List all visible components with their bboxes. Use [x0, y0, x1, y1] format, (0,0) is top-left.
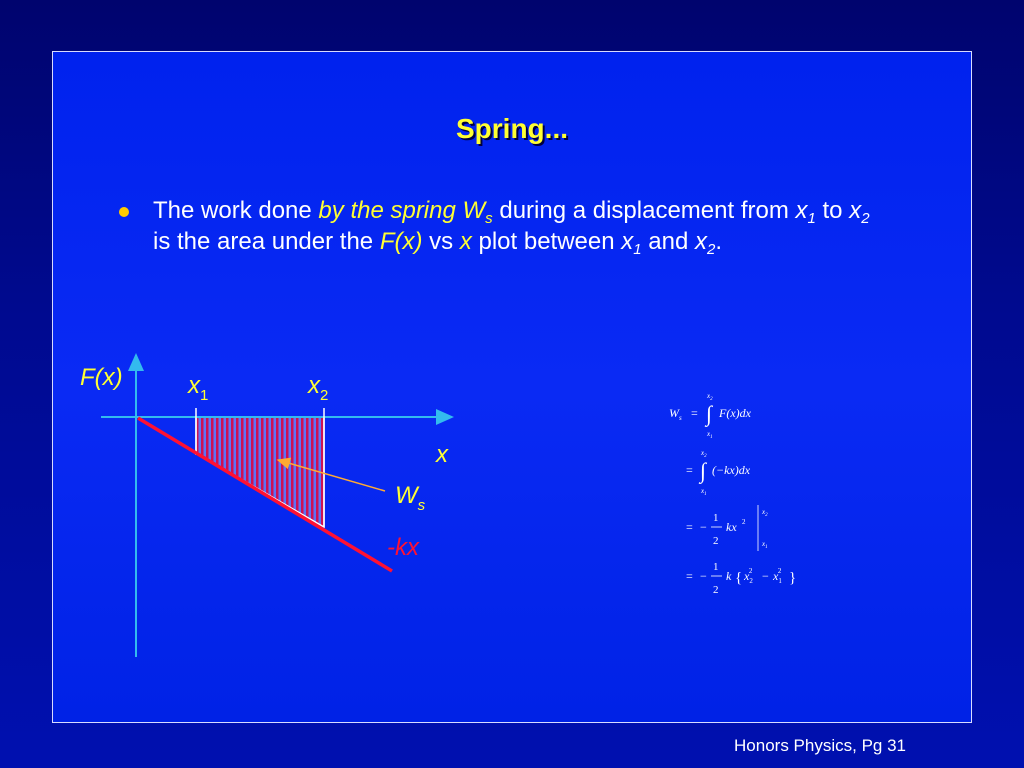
svg-text:x1: $x_1$: [701, 487, 707, 497]
svg-text:=: =: [686, 520, 693, 534]
x2-symbol: $x_2$: [849, 197, 870, 227]
y-axis-label: F(x): [80, 364, 123, 391]
svg-text:x1: $x_1$: [707, 430, 713, 440]
svg-text:2: 2: [742, 518, 746, 526]
svg-text:−: −: [700, 520, 707, 534]
x1-symbol: $x_1$: [795, 197, 816, 227]
text-part: .: [715, 228, 723, 255]
svg-text:k: k: [726, 569, 732, 583]
x1-label: $x_1$: [188, 372, 209, 404]
svg-text:x12: $x_12$: [773, 567, 782, 585]
svg-text:=: =: [686, 569, 693, 583]
svg-text:−: −: [700, 569, 707, 583]
svg-text:x2: $x_2$: [707, 392, 713, 402]
svg-text:x1: $x_1$: [762, 540, 768, 550]
equation-line-1: [669, 392, 752, 440]
ws-label: $W_s$: [395, 482, 426, 514]
ws-symbol: $W_s$: [462, 197, 493, 227]
svg-text:{: {: [735, 570, 743, 586]
x-axis-label: x: [436, 441, 448, 468]
x1-symbol: $x_1$: [621, 228, 642, 258]
svg-text:−: −: [762, 569, 769, 583]
svg-text:x2: $x_2$: [762, 508, 768, 518]
by-spring-phrase: by the spring: [318, 197, 456, 224]
fx-symbol: F(x): [379, 228, 423, 255]
svg-text:1: 1: [713, 561, 719, 573]
text-part: to: [815, 197, 850, 224]
kx-label: -kx: [387, 534, 419, 561]
svg-text:=: =: [686, 463, 693, 477]
text-part: and: [641, 228, 695, 255]
svg-text:Ws: $W_s$: [669, 406, 682, 422]
svg-text:x2: $x_2$: [701, 449, 707, 459]
svg-text:1: 1: [713, 512, 719, 524]
svg-text:(−kx)dx: (−kx)dx: [712, 463, 751, 477]
svg-text:x22: $x_22$: [744, 567, 753, 585]
svg-text:=: =: [691, 406, 698, 420]
integral-icon: ∫: [706, 401, 713, 426]
svg-text:kx: kx: [726, 520, 737, 534]
integral-icon: ∫: [700, 458, 707, 483]
svg-text:2: 2: [713, 584, 719, 596]
slide-title: Spring...: [456, 113, 568, 144]
text-part: during a displacement from: [492, 197, 796, 224]
equation-line-2: [686, 449, 751, 497]
slide-footer: Honors Physics, Pg 31: [734, 736, 906, 755]
text-part: vs: [422, 228, 460, 255]
x-symbol: x: [459, 228, 472, 255]
text-part: The work done: [153, 197, 319, 224]
x2-symbol: $x_2$: [695, 228, 716, 258]
equation-line-4: [686, 561, 796, 596]
svg-text:2: 2: [713, 535, 719, 547]
svg-text:}: }: [789, 570, 797, 586]
svg-text:F(x)dx: F(x)dx: [719, 406, 751, 420]
x2-label: $x_2$: [308, 372, 329, 404]
equation-line-3: [686, 505, 768, 551]
text-part: plot between: [471, 228, 622, 255]
text-part: is the area under the: [153, 228, 380, 255]
